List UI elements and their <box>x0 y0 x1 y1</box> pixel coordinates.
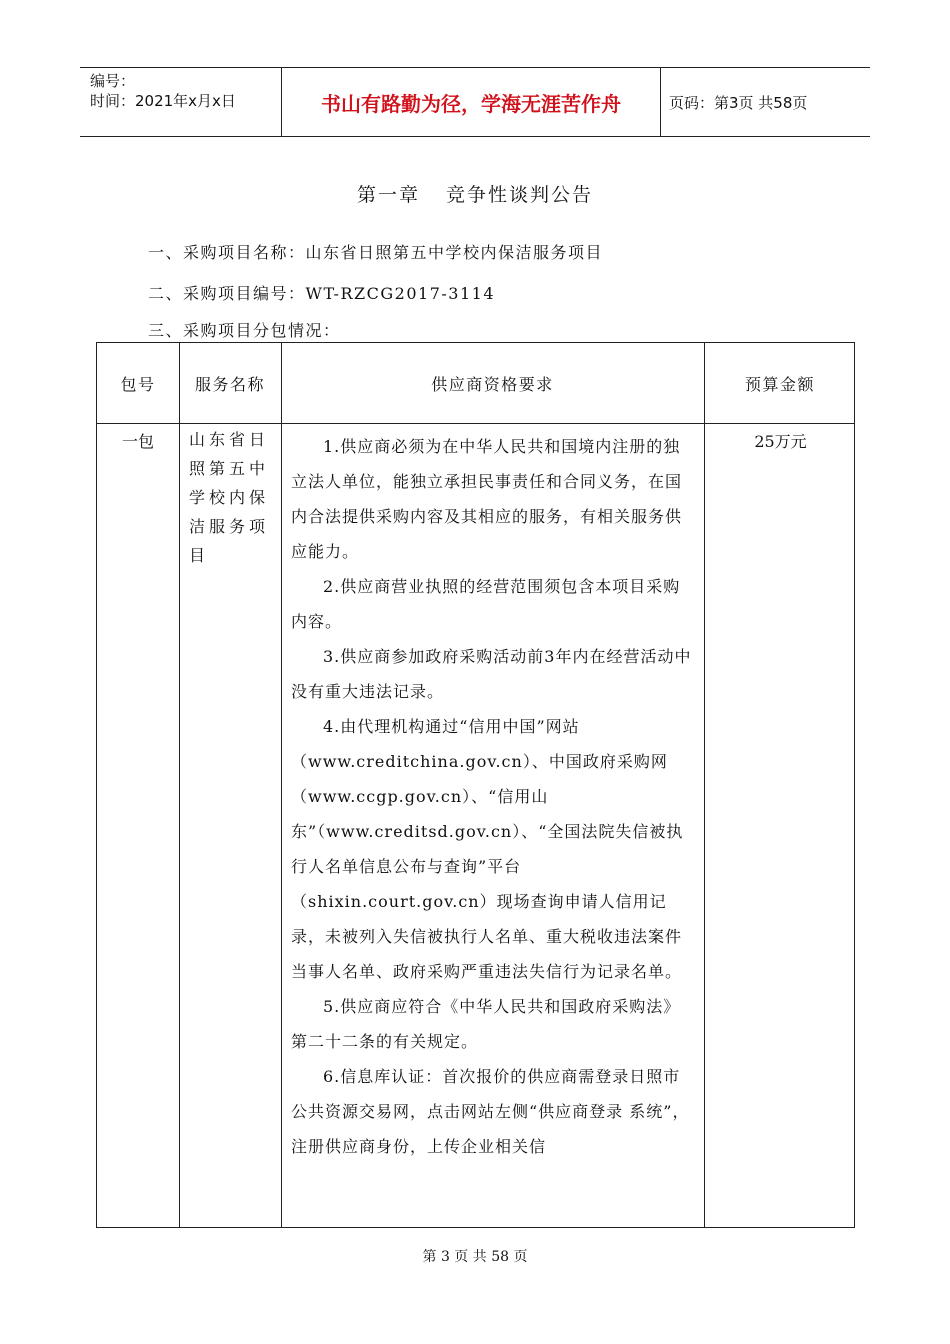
header-motto: 书山有路勤为径，学海无涯苦作舟 <box>282 68 661 136</box>
cell-requirements <box>291 429 695 1164</box>
cell-package: 一包 <box>121 432 154 451</box>
page-footer: 第 3 页 共 58 页 <box>422 1249 528 1265</box>
table-header-divider <box>97 423 854 424</box>
requirement-item: 1.供应商必须为在中华人民共和国境内注册的独立法人单位，能独立承担民事责任和合同义务，在国内合法提供采购内容及其相应的服务，有相关服务供应能力。 <box>291 437 683 561</box>
requirement-item: 6.信息库认证：首次报价的供应商需登录日照市公共资源交易网，点击网站左侧“供应商登录 系统”，注册供应商身份，上传企业相关信 <box>291 1067 690 1156</box>
time-label: 时间：2021年x月x日 <box>90 92 236 110</box>
section-project-name: 一、采购项目名称：山东省日照第五中学校内保洁服务项目 <box>148 243 604 262</box>
page-header <box>80 67 870 137</box>
table-divider <box>179 343 180 1227</box>
table-divider <box>281 343 282 1227</box>
number-label: 编号： <box>90 72 136 90</box>
requirement-item: 4.由代理机构通过“信用中国”网站（www.creditchina.gov.cn）、中国政府采购网（www.ccgp.gov.cn）、“信用山东”（www.creditsd.gov.cn）、“全国法院失信被执行人名单信息公布与查询”平台（shixin.court.gov.cn）现场查询申请人信用记录，未被列入失信被执行人名单、重大税收违法案件当事人名单、政府采购严重违法失信行为记录名单。 <box>291 717 684 981</box>
chapter-heading <box>0 180 950 207</box>
header-page-code: 页码：第3页 共58页 <box>669 93 808 112</box>
chapter-title: 竞争性谈判公告 <box>446 184 594 206</box>
col-header-service: 服务名称 <box>194 374 265 394</box>
section-package-info: 三、采购项目分包情况： <box>148 321 341 340</box>
requirement-item: 5.供应商应符合《中华人民共和国政府采购法》第二十二条的有关规定。 <box>291 997 681 1051</box>
table-divider <box>704 343 705 1227</box>
package-table <box>96 342 855 1228</box>
cell-budget: 25万元 <box>754 432 807 451</box>
requirement-item: 2.供应商营业执照的经营范围须包含本项目采购内容。 <box>291 577 681 631</box>
col-header-package: 包号 <box>120 374 156 394</box>
col-header-requirements: 供应商资格要求 <box>431 374 554 394</box>
header-meta <box>80 68 282 136</box>
requirement-item: 3.供应商参加政府采购活动前3年内在经营活动中没有重大违法记录。 <box>291 647 692 701</box>
cell-service: 山东省日照第五中学校内保洁服务项目 <box>189 430 270 565</box>
section-project-code: 二、采购项目编号：WT-RZCG2017-3114 <box>148 284 495 303</box>
chapter-number: 第一章 <box>356 184 420 206</box>
col-header-budget: 预算金额 <box>744 374 815 394</box>
